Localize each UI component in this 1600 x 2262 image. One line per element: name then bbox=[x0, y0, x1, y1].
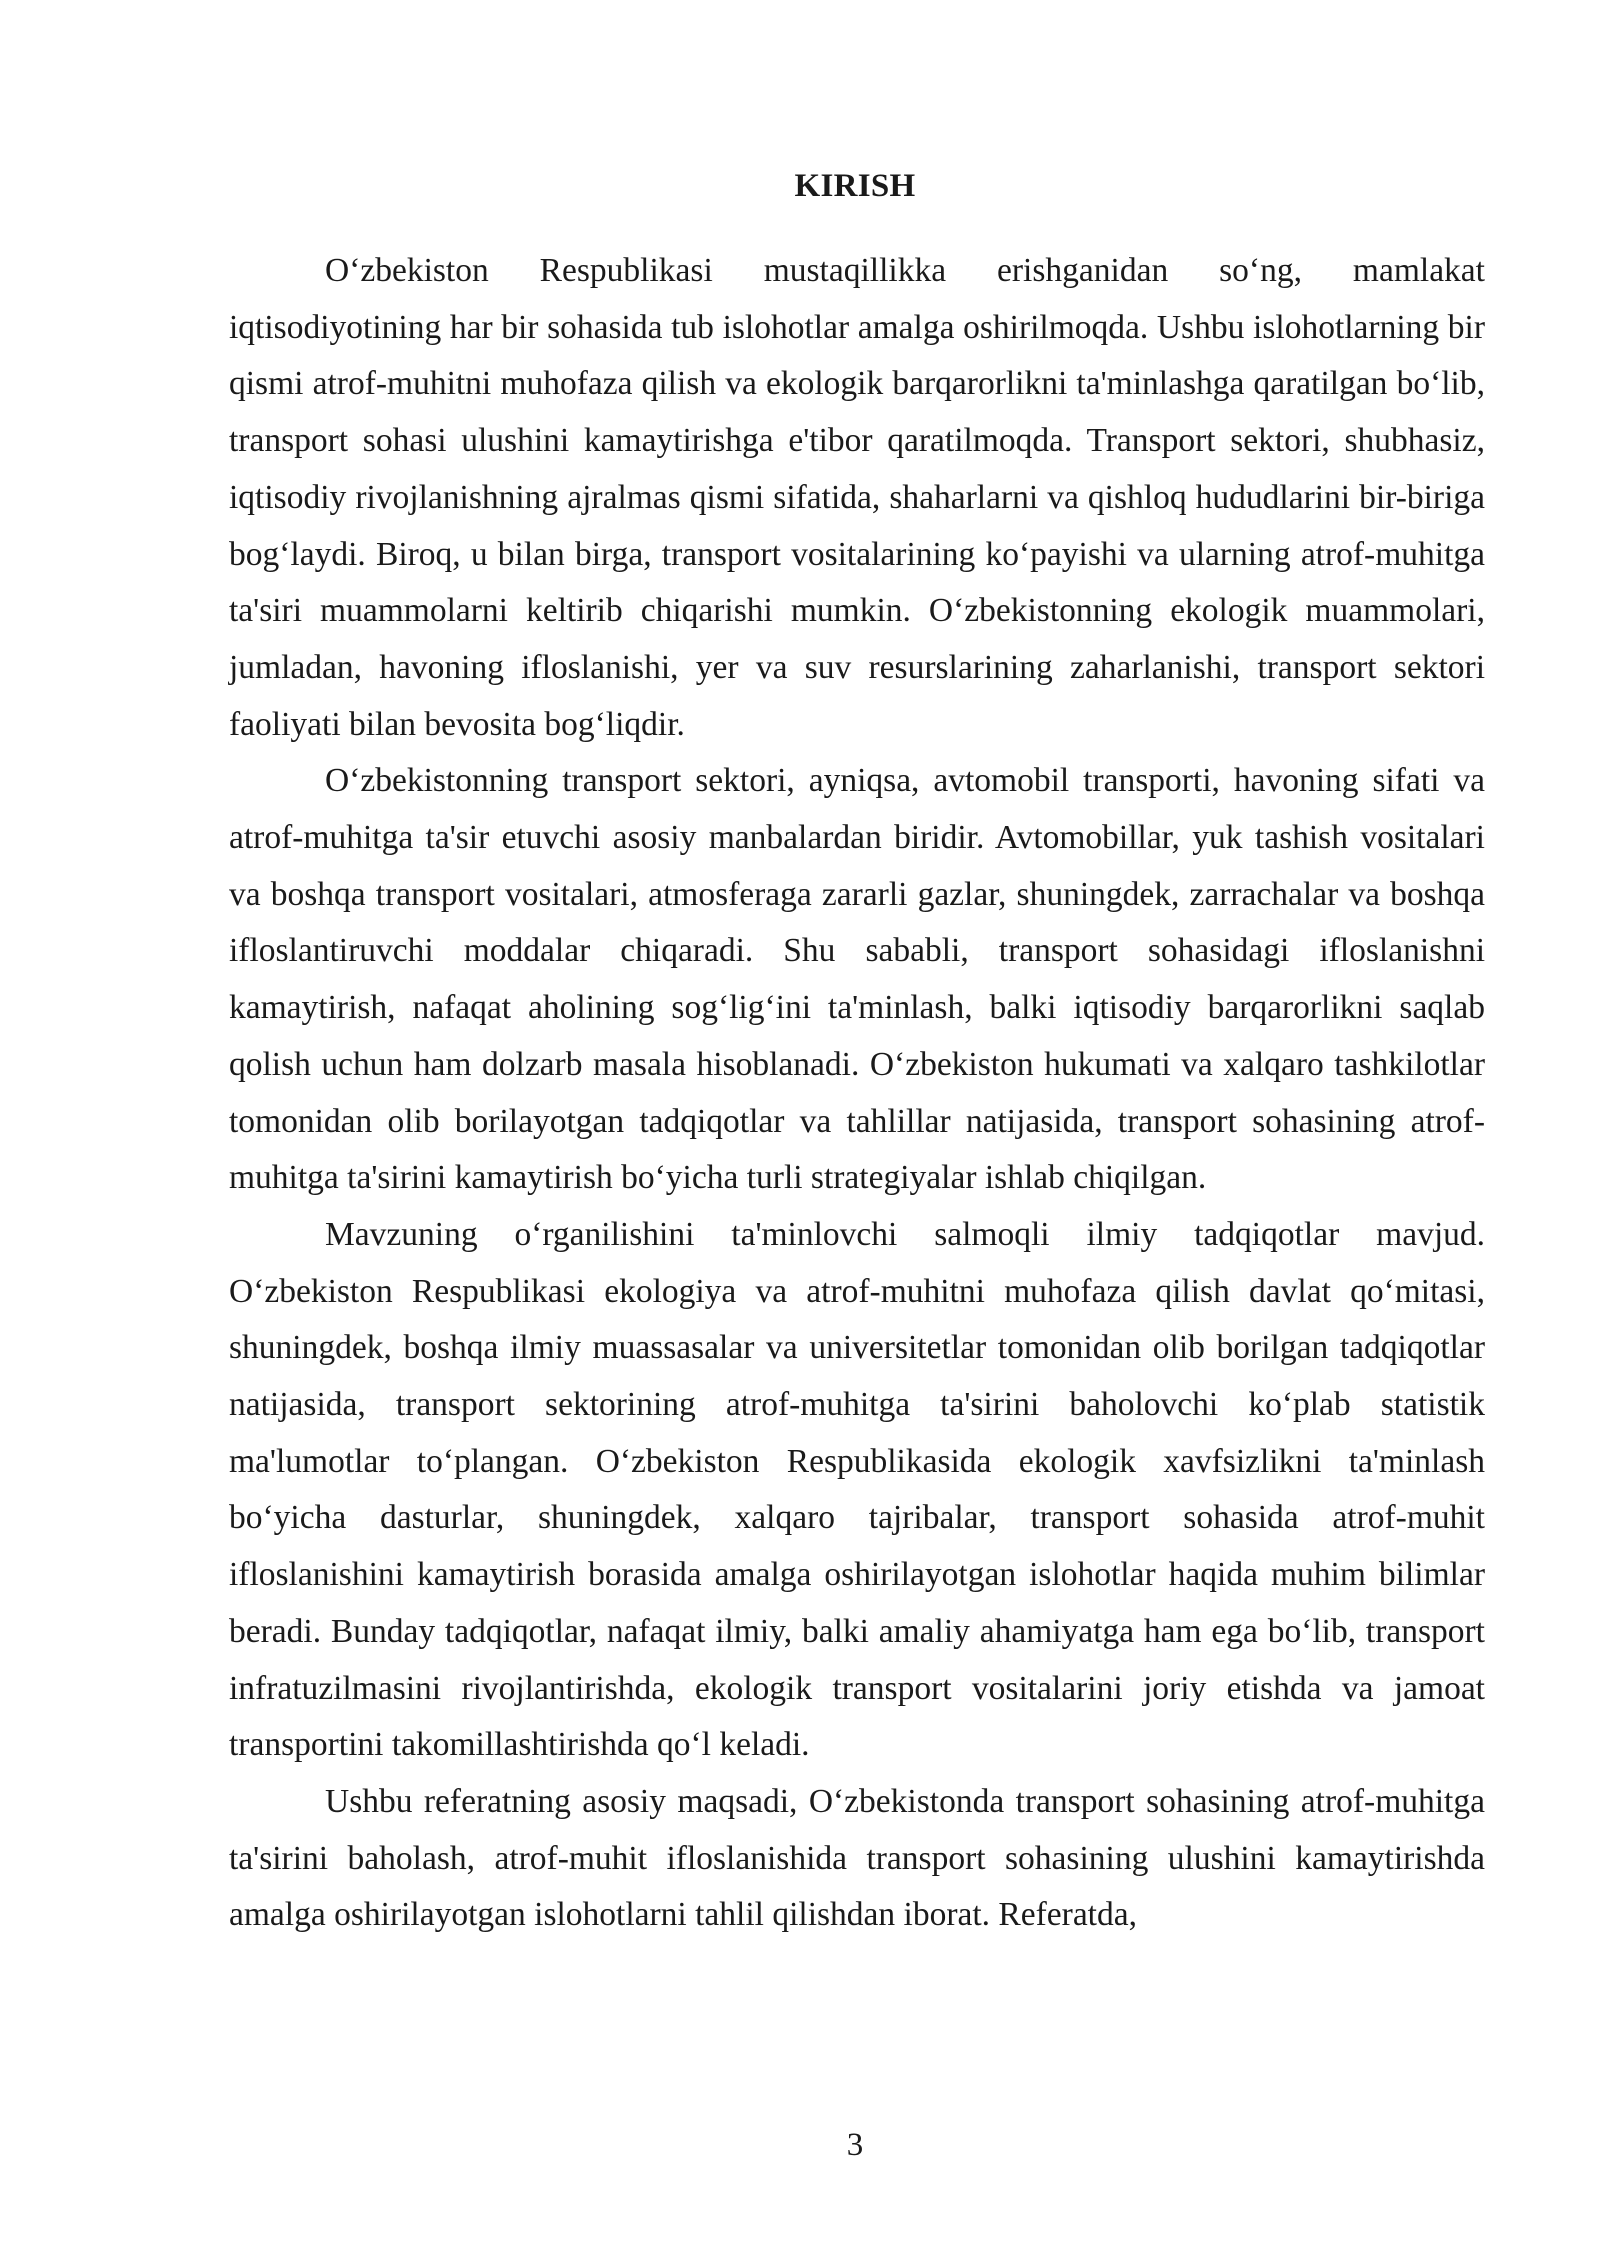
paragraph-1: O‘zbekiston Respublikasi mustaqillikka erishganidan so‘ng, mamlakat iqtisodiyotining har bir sohasida tub islohotlar amalga oshirilmoqda. Ushbu islohotlarning bir qismi atrof-muhitni muhofaza qilish va ekologik barqarorlikni ta'minlashga qaratilgan bo‘lib, transport sohasi ulushini kamaytirishga e'tibor qaratilmoqda. Transport sektori, shubhasiz, iqtisodiy rivojlanishning ajralmas qismi sifatida, shaharlarni va qishloq hududlarini bir-biriga bog‘laydi. Biroq, u bilan birga, transport vositalarining ko‘payishi va ularning atrof-muhitga ta'siri muammolarni keltirib chiqarishi mumkin. O‘zbekistonning ekologik muammolari, jumladan, havoning ifloslanishi, yer va suv resurslarining zaharlanishi, transport sektori faoliyati bilan bevosita bog‘liqdir. bbox=[229, 252, 1485, 743]
paragraph-2: O‘zbekistonning transport sektori, ayniqsa, avtomobil transporti, havoning sifati va atrof-muhitga ta'sir etuvchi asosiy manbalardan biridir. Avtomobillar, yuk tashish vositalari va boshqa transport vositalari, atmosferaga zararli gazlar, shuningdek, zarrachalar va boshqa ifloslantiruvchi moddalar chiqaradi. Shu sababli, transport sohasidagi ifloslanishni kamaytirish, nafaqat aholining sog‘lig‘ini ta'minlash, balki iqtisodiy barqarorlikni saqlab qolish uchun ham dolzarb masala hisoblanadi. O‘zbekiston hukumati va xalqaro tashkilotlar tomonidan olib borilayotgan tadqiqotlar va tahlillar natijasida, transport sohasining atrof-muhitga ta'sirini kamaytirish bo‘yicha turli strategiyalar ishlab chiqilgan. bbox=[229, 762, 1485, 1197]
paragraph-4: Ushbu referatning asosiy maqsadi, O‘zbekistonda transport sohasining atrof-muhitga ta'sirini baholash, atrof-muhit ifloslanishida transport sohasining ulushini kamaytirishda amalga oshirilayotgan islohotlarni tahlil qilishdan iborat. Referatda, bbox=[229, 1782, 1485, 1934]
paragraph-3: Mavzuning o‘rganilishini ta'minlovchi salmoqli ilmiy tadqiqotlar mavjud. O‘zbekiston Respublikasi ekologiya va atrof-muhitni muhofaza qilish davlat qo‘mitasi, shuningdek, boshqa ilmiy muassasalar va universitetlar tomonidan olib borilgan tadqiqotlar natijasida, transport sektorining atrof-muhitga ta'sirini baholovchi ko‘plab statistik ma'lumotlar to‘plangan. O‘zbekiston Respublikasida ekologik xavfsizlikni ta'minlash bo‘yicha dasturlar, shuningdek, xalqaro tajribalar, transport sohasida atrof-muhit ifloslanishini kamaytirish borasida amalga oshirilayotgan islohotlar haqida muhim bilimlar beradi. Bunday tadqiqotlar, nafaqat ilmiy, balki amaliy ahamiyatga ham ega bo‘lib, transport infratuzilmasini rivojlantirishda, ekologik transport vositalarini joriy etishda va jamoat transportini takomillashtirishda qo‘l keladi. bbox=[229, 1215, 1485, 1764]
page-number: 3 bbox=[846, 2127, 864, 2163]
body-text bbox=[229, 243, 1485, 1944]
page-title: KIRISH bbox=[794, 168, 916, 204]
